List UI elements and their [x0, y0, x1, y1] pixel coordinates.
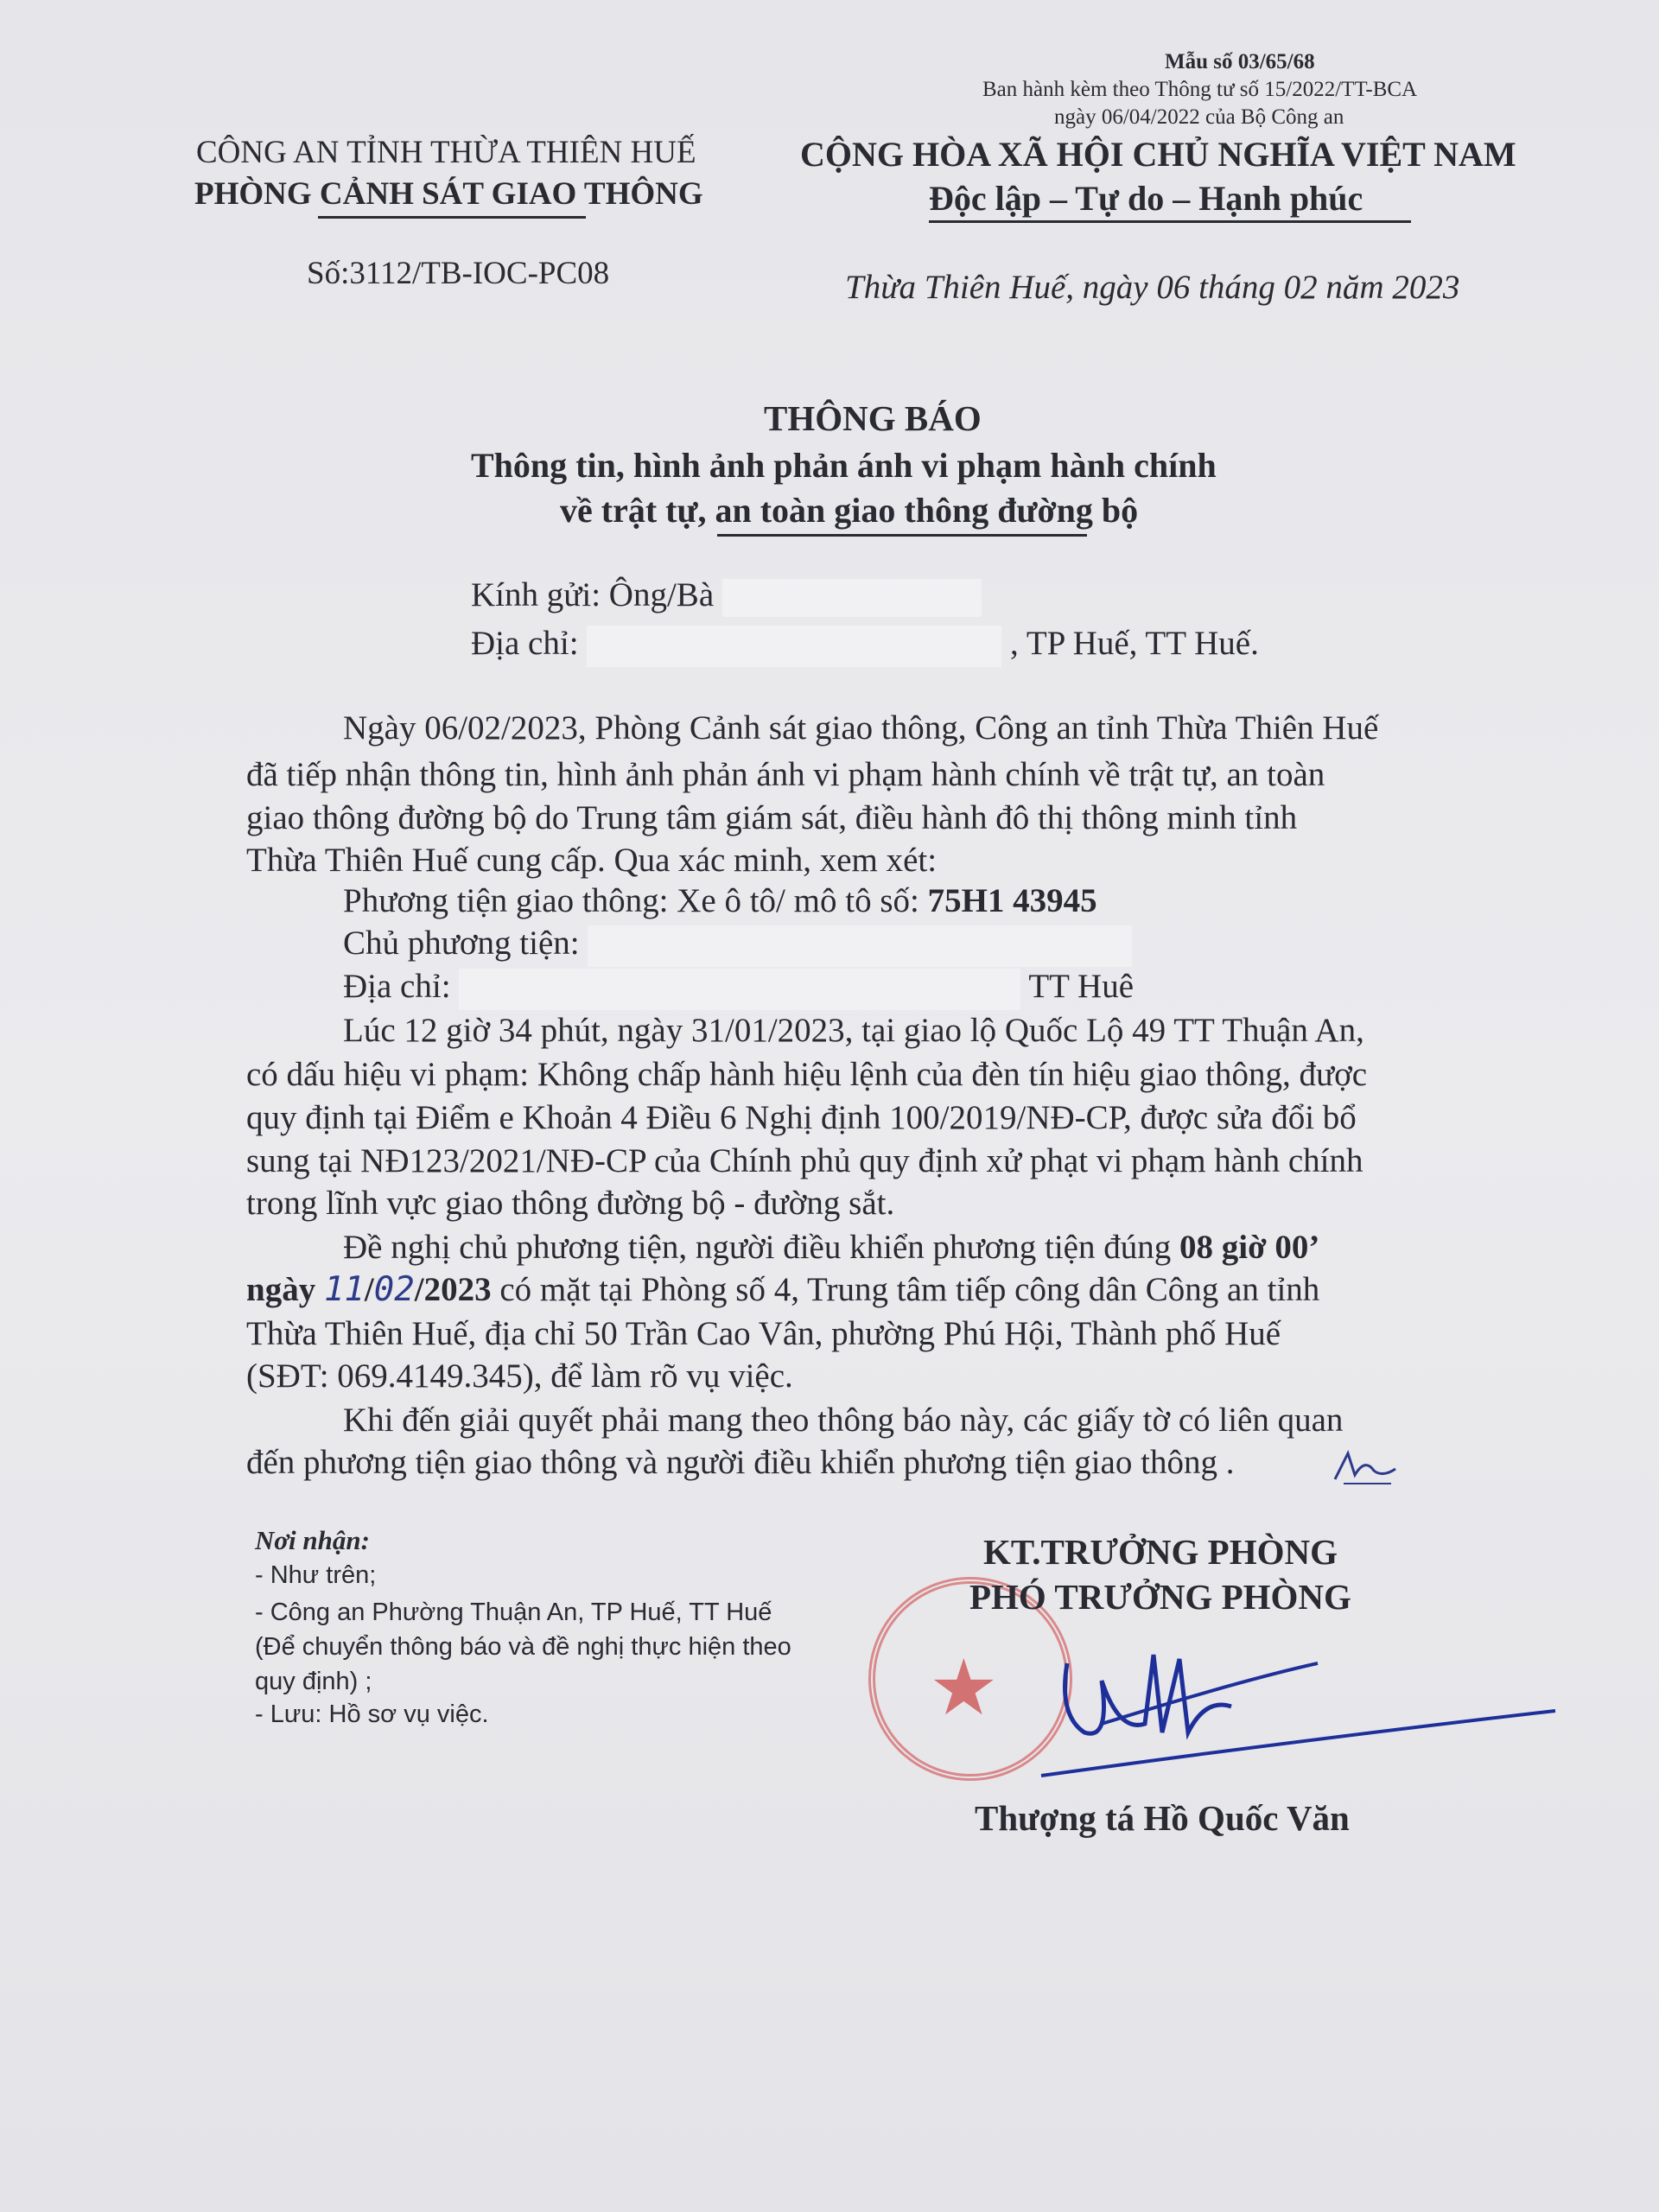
country-name: CỘNG HÒA XÃ HỘI CHỦ NGHĨA VIỆT NAM	[800, 135, 1516, 174]
p1-line-1: Ngày 06/02/2023, Phòng Cảnh sát giao thông, Công an tỉnh Thừa Thiên Huế	[343, 709, 1379, 747]
recipient-address-label: Địa chỉ:	[471, 625, 579, 662]
owner-name-redacted	[588, 925, 1132, 967]
p3-line-1	[343, 1225, 1319, 1270]
recipients-item-5: - Lưu: Hồ sơ vụ việc.	[255, 1700, 489, 1728]
p1-line-3: giao thông đường bộ do Trung tâm giám sát, điều hành đô thị thông minh tỉnh	[246, 799, 1298, 836]
p2-line-3: quy định tại Điểm e Khoản 4 Điều 6 Nghị định 100/2019/NĐ-CP, được sửa đổi bổ	[246, 1099, 1357, 1136]
header-rule-left	[318, 216, 586, 219]
header-rule-right	[929, 220, 1411, 223]
owner-address-suffix: TT Huê	[1028, 968, 1135, 1005]
signer-title-1: KT.TRƯỞNG PHÒNG	[983, 1532, 1338, 1572]
form-number: Mẫu số 03/65/68	[1165, 50, 1315, 73]
p3-line-2-text: có mặt tại Phòng số 4, Trung tâm tiếp công dân Công an tỉnh	[491, 1271, 1320, 1308]
appointment-day-handwritten: 11	[323, 1270, 365, 1309]
place-and-date: Thừa Thiên Huế, ngày 06 tháng 02 năm 2023	[845, 269, 1460, 306]
p3-line-3: Thừa Thiên Huế, địa chỉ 50 Trần Cao Vân, phường Phú Hội, Thành phố Huế	[246, 1315, 1281, 1352]
recipient-line	[471, 573, 982, 618]
appointment-day-label: ngày	[246, 1271, 324, 1308]
recipient-address-redacted	[587, 626, 1001, 667]
owner-address-line	[343, 964, 1134, 1010]
document-number: Số:3112/TB-IOC-PC08	[307, 256, 610, 291]
p4-line-1: Khi đến giải quyết phải mang theo thông báo này, các giấy tờ có liên quan	[343, 1402, 1344, 1439]
owner-address-redacted	[459, 969, 1020, 1010]
p1-line-2: đã tiếp nhận thông tin, hình ảnh phản ánh vi phạm hành chính về trật tự, an toàn	[246, 756, 1325, 793]
p2-line-4: sung tại NĐ123/2021/NĐ-CP của Chính phủ quy định xử phạt vi phạm hành chính	[246, 1142, 1363, 1179]
form-issued-by: Ban hành kèm theo Thông tư số 15/2022/TT-BCA	[982, 78, 1418, 101]
owner-address-label: Địa chỉ:	[343, 968, 451, 1005]
signer-name: Thượng tá Hồ Quốc Văn	[975, 1798, 1350, 1838]
recipient-address-line	[471, 621, 1259, 667]
recipient-label: Kính gửi: Ông/Bà	[471, 576, 715, 613]
recipients-item-4: quy định) ;	[255, 1668, 372, 1695]
owner-line	[343, 921, 1132, 967]
p3-line-1-text: Đề nghị chủ phương tiện, người điều khiển phương tiện đúng	[343, 1229, 1179, 1266]
department-name: PHÒNG CẢNH SÁT GIAO THÔNG	[194, 176, 703, 212]
recipients-item-3: (Để chuyển thông báo và đề nghị thực hiện theo	[255, 1633, 791, 1661]
owner-label: Chủ phương tiện:	[343, 925, 580, 962]
recipient-address-suffix: , TP Huế, TT Huế.	[1010, 625, 1259, 662]
appointment-month-handwritten: 02	[373, 1270, 415, 1309]
vehicle-line	[343, 879, 1097, 924]
form-issued-date: ngày 06/04/2022 của Bộ Công an	[1054, 105, 1344, 129]
document-subtitle-1: Thông tin, hình ảnh phản ánh vi phạm hành chính	[471, 446, 1217, 485]
p4-line-2: đến phương tiện giao thông và người điều khiển phương tiện giao thông .	[246, 1444, 1235, 1481]
recipients-title: Nơi nhận:	[255, 1525, 370, 1555]
vehicle-plate: 75H1 43945	[927, 882, 1097, 919]
recipient-name-redacted	[722, 579, 982, 617]
appointment-time: 08 giờ 00’	[1179, 1229, 1320, 1266]
p1-line-4: Thừa Thiên Huế cung cấp. Qua xác minh, xem xét:	[246, 842, 938, 879]
title-rule	[717, 534, 1087, 537]
agency-name: CÔNG AN TỈNH THỪA THIÊN HUẾ	[196, 135, 696, 170]
document-subtitle-2: về trật tự, an toàn giao thông đường bộ	[560, 491, 1139, 530]
p2-line-1: Lúc 12 giờ 34 phút, ngày 31/01/2023, tại giao lộ Quốc Lộ 49 TT Thuận An,	[343, 1012, 1364, 1049]
national-motto: Độc lập – Tự do – Hạnh phúc	[929, 179, 1363, 218]
appointment-slash: /	[364, 1271, 374, 1308]
handwritten-signature	[1033, 1629, 1568, 1784]
p2-line-2: có dấu hiệu vi phạm: Không chấp hành hiệu lệnh của đèn tín hiệu giao thông, được	[246, 1056, 1368, 1093]
appointment-year: /2023	[414, 1271, 492, 1308]
p3-line-4: (SĐT: 069.4149.345), để làm rõ vụ việc.	[246, 1357, 793, 1395]
recipients-item-1: - Như trên;	[255, 1561, 377, 1589]
signer-title-2: PHÓ TRƯỞNG PHÒNG	[969, 1577, 1351, 1617]
p3-line-2	[246, 1268, 1319, 1313]
initials-mark	[1331, 1445, 1400, 1492]
vehicle-label: Phương tiện giao thông: Xe ô tô/ mô tô số:	[343, 882, 928, 919]
p2-line-5: trong lĩnh vực giao thông đường bộ - đường sắt.	[246, 1185, 895, 1222]
recipients-item-2: - Công an Phường Thuận An, TP Huế, TT Huế	[255, 1599, 772, 1626]
seal-star-icon: ★	[929, 1646, 999, 1732]
document-title: THÔNG BÁO	[764, 398, 982, 438]
